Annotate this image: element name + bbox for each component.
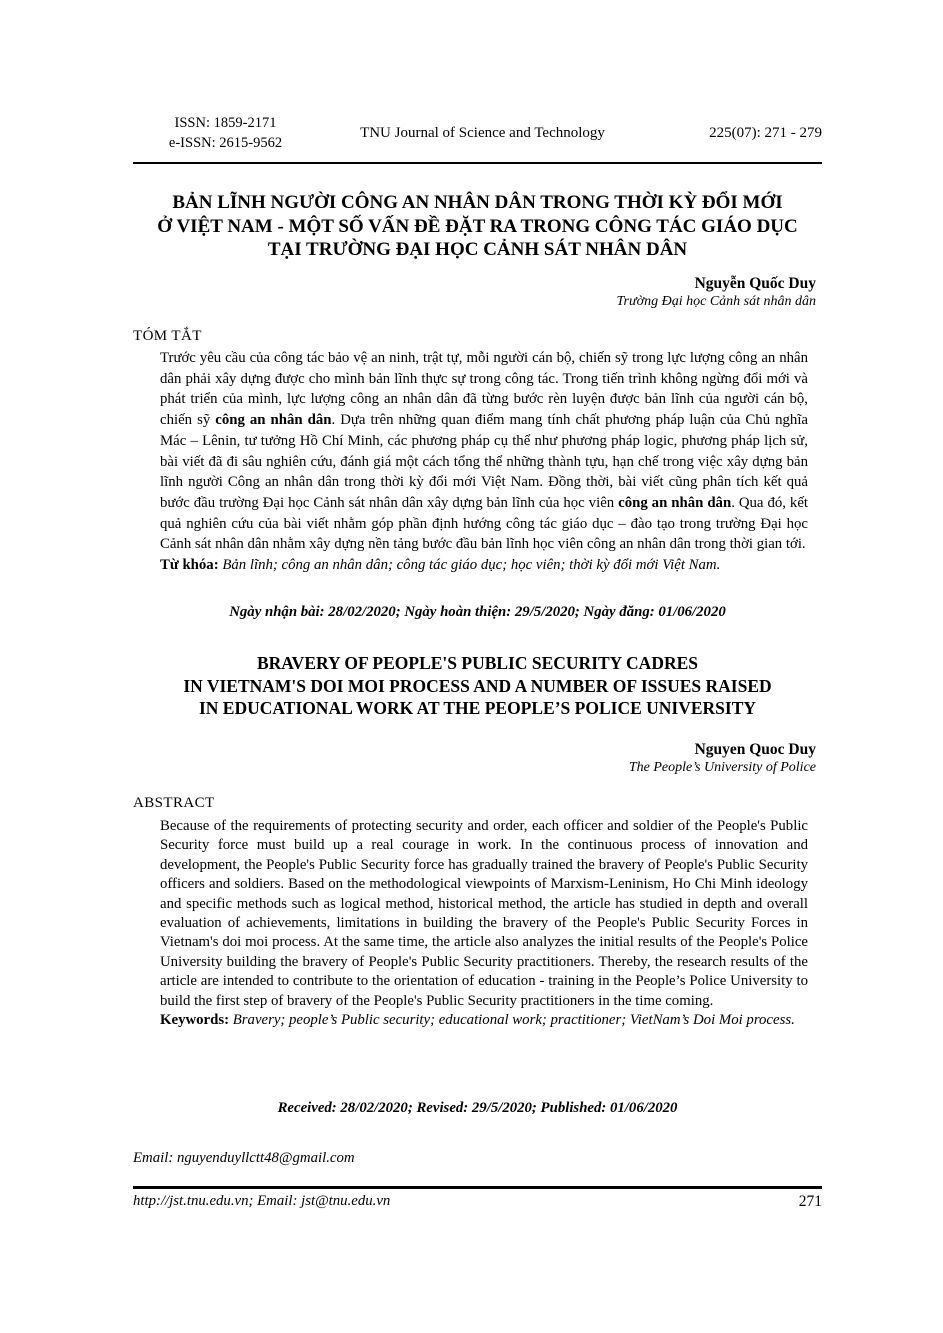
abstract-vi-part2: . Dựa trên những quan điểm mang tính chất phương pháp luận của Chủ nghĩa Mác – Lênin, tư tưởng Hồ Chí Minh, các phương pháp cụ thể như phương pháp logic, phương pháp lịch sử, bài viết đã đi sâu nghiên cứu, đánh giá một cách tổng thể những thành tựu, hạn chế trong việc xây dựng bản lĩnh người Công an nhân dân trong thời kỳ đổi mới Việt Nam. Đồng thời, bài viết cũng phân tích kết quả bước đầu trường Đại học Cảnh sát nhân dân xây dựng bản lĩnh của học viên xyxy=(160,412,808,511)
title-en xyxy=(133,652,822,720)
abstract-en xyxy=(160,817,808,1030)
issue-page-range: 225(07): 271 - 279 xyxy=(709,125,822,141)
abstract-vi-part1: Trước yêu cầu của công tác bảo vệ an ninh, trật tự, mỗi người cán bộ, chiến sỹ trong lực lượng công an nhân dân phải xây dựng được cho mình bản lĩnh thực sự trong công tác. Trong tiến trình không ngừng đổi mới và phát triển của mình, lực lượng công an nhân dân đã từng bước rèn luyện được bản lĩnh của người cán bộ, chiến sỹ xyxy=(160,350,808,429)
corresponding-email: Email: nguyenduyllctt48@gmail.com xyxy=(133,1150,355,1166)
abstract-vi-bold1: công an nhân dân xyxy=(215,412,332,429)
abstract-vi-bold2: công an nhân dân xyxy=(618,494,732,511)
eissn-line: e-ISSN: 2615-9562 xyxy=(168,134,283,151)
keywords-en-text: Bravery; people’s Public security; educational work; practitioner; VietNam’s Doi Moi process. xyxy=(232,1012,795,1029)
footer-page-number: 271 xyxy=(798,1193,822,1210)
abstract-en-text: Because of the requirements of protecting security and order, each officer and soldier of the People's Public Security force must build up a real courage in work. In the continuous process of innovation and development, the People's Public Security force has gradually trained the bravery of People's Public Security officers and soldiers. Based on the methodological viewpoints of Marxism-Leninism, Ho Chi Minh ideology and specific methods such as logical method, historical method, the article has studied in depth and overall evaluation of achievements, limitations in building the bravery of the People's Public Security Forces in Vietnam's doi moi process. At the same time, the article also analyzes the initial results of the People's Police University building the bravery of People's Public Security practitioners. Thereby, the research results of the article are intended to contribute to the orientation of education - training in the People’s Police University to build the first step of bravery of the People's Public Security practitioners in the time coming. xyxy=(160,818,808,1009)
footer-rule xyxy=(133,1186,822,1189)
author-name-en: Nguyen Quoc Duy xyxy=(694,741,816,758)
header-rule xyxy=(133,162,822,164)
journal-name: TNU Journal of Science and Technology xyxy=(360,125,605,141)
abstract-vi-text xyxy=(160,348,808,555)
abstract-heading-en: ABSTRACT xyxy=(133,795,215,811)
author-affiliation-vi: Trường Đại học Cảnh sát nhân dân xyxy=(616,294,816,309)
keywords-en-label: Keywords: xyxy=(160,1012,230,1029)
title-vi-line1: BẢN LĨNH NGƯỜI CÔNG AN NHÂN DÂN TRONG THỜI KỲ ĐỔI MỚI xyxy=(172,192,783,213)
author-name-vi: Nguyễn Quốc Duy xyxy=(694,275,816,292)
keywords-vi-text: Bản lĩnh; công an nhân dân; công tác giáo dục; học viên; thời kỳ đổi mới Việt Nam. xyxy=(222,557,721,574)
journal-header xyxy=(133,114,822,153)
title-en-line3: IN EDUCATIONAL WORK AT THE PEOPLE’S POLICE UNIVERSITY xyxy=(198,698,757,718)
issn-block xyxy=(133,114,318,153)
author-affiliation-en: The People’s University of Police xyxy=(628,760,816,775)
author-block-en xyxy=(133,740,816,777)
page-footer xyxy=(133,1193,822,1211)
dates-vi: Ngày nhận bài: 28/02/2020; Ngày hoàn thiện: 29/5/2020; Ngày đăng: 01/06/2020 xyxy=(229,604,726,620)
dates-en: Received: 28/02/2020; Revised: 29/5/2020; Published: 01/06/2020 xyxy=(277,1100,678,1116)
abstract-vi xyxy=(160,348,808,576)
title-en-line2: IN VIETNAM'S DOI MOI PROCESS AND A NUMBER OF ISSUES RAISED xyxy=(183,675,772,696)
title-vi-line2: Ở VIỆT NAM - MỘT SỐ VẤN ĐỀ ĐẶT RA TRONG CÔNG TÁC GIÁO DỤC xyxy=(157,215,798,237)
keywords-vi-label: Từ khóa: xyxy=(160,557,219,574)
footer-site-email: http://jst.tnu.edu.vn; Email: jst@tnu.edu.vn xyxy=(133,1193,391,1209)
keywords-en-line xyxy=(160,1011,808,1030)
author-block-vi xyxy=(133,274,816,311)
issn-line: ISSN: 1859-2171 xyxy=(174,115,277,131)
keywords-vi-line xyxy=(160,555,808,576)
abstract-heading-vi: TÓM TẮT xyxy=(133,328,202,344)
title-vi xyxy=(133,191,822,262)
title-en-line1: BRAVERY OF PEOPLE'S PUBLIC SECURITY CADRES xyxy=(256,653,698,673)
title-vi-line3: TẠI TRƯỜNG ĐẠI HỌC CẢNH SÁT NHÂN DÂN xyxy=(267,239,688,260)
abstract-vi-part3: . Qua đó, kết quả nghiên cứu của bài viết nhằm góp phần định hướng công tác giáo dục – đào tạo trong trường Đại học Cảnh sát nhân dân nhằm xây dựng nền tảng bước đầu bản lĩnh học viên công an nhân dân trong thời gian tới. xyxy=(160,494,808,553)
